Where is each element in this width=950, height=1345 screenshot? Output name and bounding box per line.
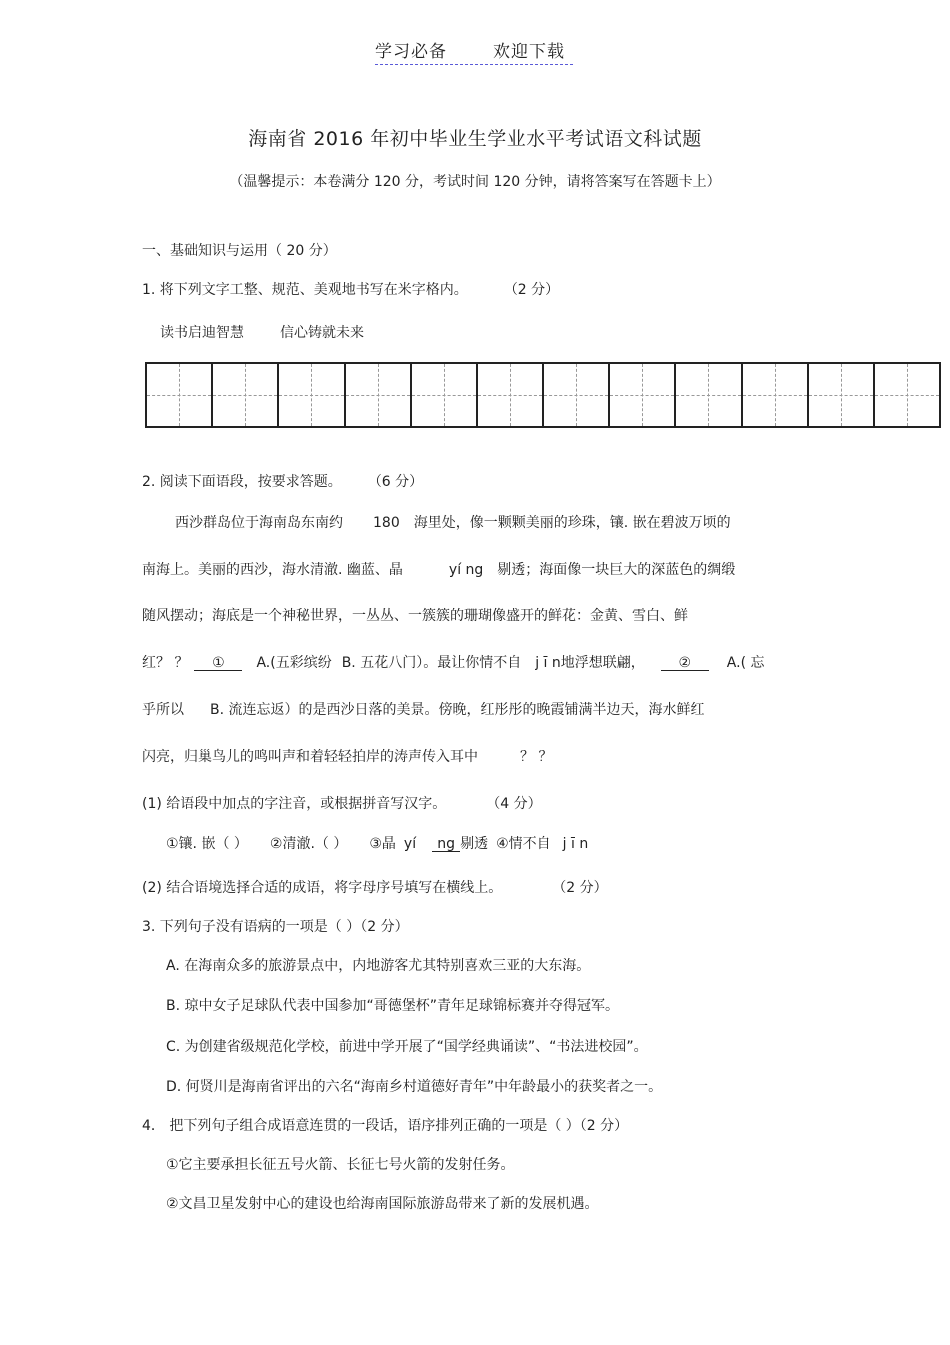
passage-line-1 <box>175 516 731 530</box>
passage-pinyin: yí ng <box>448 562 484 578</box>
passage-text: 闪亮，归巢鸟儿的鸣叫声和着轻轻拍岸的涛声传入耳中 <box>142 749 478 765</box>
q3-option-c[interactable]: C. 为创建省级规范化学校，前进中学开展了“国学经典诵读”、“书法进校园”。 <box>166 1039 648 1055</box>
option-b: B. 流连忘返）的是西沙日落的美景。傍晚，红彤彤的晚霞铺满半边天，海水鲜红 <box>210 702 705 718</box>
section-heading: 一、基础知识与运用（ 20 分） <box>142 243 337 259</box>
question-2 <box>142 475 423 489</box>
sub1-item-3: ③晶 <box>369 836 396 852</box>
sub1-stem: (1) 给语段中加点的字注音，或根据拼音写汉字。 <box>142 796 447 812</box>
passage-line-5 <box>142 703 705 717</box>
passage-text: B. 五花八门）。最让你情不自 <box>341 655 522 671</box>
question-4: 4． 把下列句子组合成语意连贯的一段话，语序排列正确的一项是（ ）（2 分） <box>142 1118 629 1134</box>
sub1-item-1: ①镶. 嵌（ ） <box>166 836 248 852</box>
passage-number: 180 <box>373 515 400 531</box>
answer-blank-1[interactable]: ① <box>194 656 242 671</box>
q1-phrase-2: 信心铸就未来 <box>280 325 364 341</box>
passage-line-2 <box>142 563 735 577</box>
subquestion-1 <box>142 797 542 811</box>
q1-stem: 1. 将下列文字工整、规范、美观地书写在米字格内。 <box>142 282 468 298</box>
q4-item-2: ②文昌卫星发射中心的建设也给海南国际旅游岛带来了新的发展机遇。 <box>166 1196 599 1212</box>
q1-phrases <box>160 326 364 340</box>
sub1-item-4: ④情不自 <box>496 836 551 852</box>
exam-title: 海南省 2016 年初中毕业生学业水平考试语文科试题 <box>248 128 702 150</box>
subquestion-2 <box>142 881 608 895</box>
passage-line-4 <box>142 656 764 671</box>
sub2-score: （2 分） <box>552 880 608 896</box>
page-header <box>375 44 565 61</box>
grid-cell[interactable] <box>809 364 875 426</box>
option-a: A.( 忘 <box>726 655 765 671</box>
passage-text: 南海上。美丽的西沙，海水清澈. 幽蓝、晶 <box>142 562 403 578</box>
q3-option-d[interactable]: D. 何贤川是海南省评出的六名“海南乡村道德好青年”中年龄最小的获奖者之一。 <box>166 1079 663 1095</box>
passage-text: 剔透；海面像一块巨大的深蓝色的绸缎 <box>497 562 736 578</box>
sub1-item-3-tail: 剔透 <box>460 836 489 852</box>
grid-cell[interactable] <box>412 364 478 426</box>
grid-cell[interactable] <box>875 364 939 426</box>
option-a: A.(五彩缤纷 <box>256 655 332 671</box>
q3-option-a[interactable]: A. 在海南众多的旅游景点中，内地游客尤其特别喜欢三亚的大东海。 <box>166 958 591 974</box>
passage-text: 红？ ？ <box>142 655 189 671</box>
sub1-pinyin: yí <box>403 836 417 852</box>
answer-blank-2[interactable]: ② <box>661 656 709 671</box>
q1-score: （2 分） <box>503 282 560 298</box>
grid-cell[interactable] <box>279 364 345 426</box>
q3-option-b[interactable]: B. 琼中女子足球队代表中国参加“哥德堡杯”青年足球锦标赛并夺得冠军。 <box>166 998 620 1014</box>
passage-text: ？ ？ <box>520 749 553 765</box>
grid-cell[interactable] <box>346 364 412 426</box>
sub2-stem: (2) 结合语境选择合适的成语，将字母序号填写在横线上。 <box>142 880 503 896</box>
sub1-pinyin: j ī n <box>562 836 589 852</box>
grid-cell[interactable] <box>610 364 676 426</box>
sub1-item-2: ②清澈.（ ） <box>269 836 348 852</box>
grid-cell[interactable] <box>213 364 279 426</box>
grid-cell[interactable] <box>478 364 544 426</box>
grid-cell[interactable] <box>676 364 742 426</box>
passage-text: 海里处，像一颗颗美丽的珍珠，镶. 嵌在碧波万顷的 <box>413 515 731 531</box>
q2-stem: 2. 阅读下面语段，按要求答题。 <box>142 474 342 490</box>
passage-line-6 <box>142 750 552 764</box>
question-3: 3. 下列句子没有语病的一项是（ ）（2 分） <box>142 919 409 935</box>
passage-text: 地浮想联翩， <box>560 655 645 671</box>
header-underline <box>375 64 573 65</box>
exam-notice: （温馨提示：本卷满分 120 分，考试时间 120 分钟，请将答案写在答题卡上） <box>229 174 721 190</box>
passage-line-3: 随风摆动；海底是一个神秘世界，一丛丛、一簇簇的珊瑚像盛开的鲜花：金黄、雪白、鲜 <box>142 608 688 624</box>
passage-pinyin: j ī n <box>535 655 561 671</box>
header-left: 学习必备 <box>375 42 447 62</box>
q4-item-1: ①它主要承担长征五号火箭、长征七号火箭的发射任务。 <box>166 1157 515 1173</box>
grid-cell[interactable] <box>544 364 610 426</box>
q1-phrase-1: 读书启迪智慧 <box>160 325 244 341</box>
writing-grid[interactable] <box>145 362 941 428</box>
grid-cell[interactable] <box>743 364 809 426</box>
q2-score: （6 分） <box>367 474 424 490</box>
passage-text: 西沙群岛位于海南岛东南约 <box>175 515 343 531</box>
grid-cell[interactable] <box>147 364 213 426</box>
sub1-pinyin-blank[interactable]: ng <box>432 837 460 852</box>
sub1-score: （4 分） <box>486 796 542 812</box>
passage-text: 乎所以 <box>142 702 184 718</box>
question-1 <box>142 283 559 297</box>
subquestion-1-items <box>166 837 588 852</box>
header-right: 欢迎下载 <box>493 42 565 62</box>
